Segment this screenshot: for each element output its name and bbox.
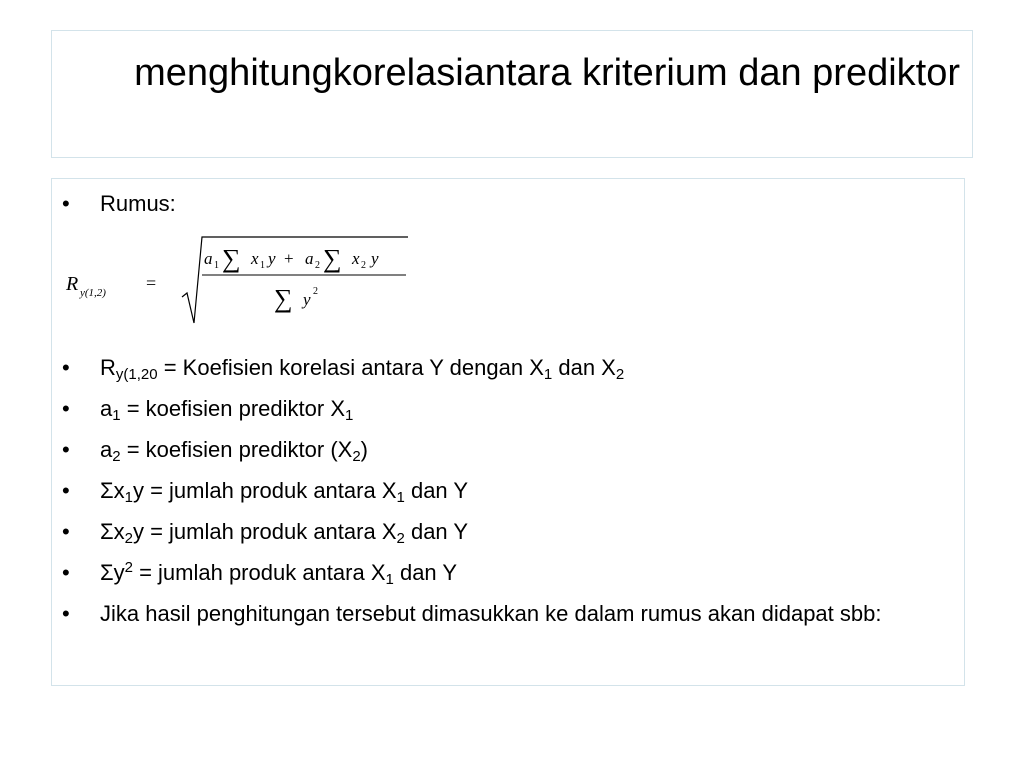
correlation-formula [60, 227, 420, 327]
formula-lhs-sub: y(1,2) [80, 287, 106, 299]
formula-lhs-r: R [66, 273, 79, 295]
num-sigma-2: ∑ [323, 244, 342, 273]
den-sigma: ∑ [274, 284, 293, 313]
bullet-text: $a_1$ = koefisien prediktor $X_1$ [100, 396, 354, 424]
bullet-text: $R_{y(1,20}$ = Koefisien korelasi antara Y dengan $X_1$ dan $X_2$ [100, 355, 625, 383]
bullet-text: Rumus: [100, 191, 176, 216]
bullet-mark: • [62, 478, 70, 503]
content-box [51, 178, 965, 686]
bullet-mark: • [62, 355, 70, 380]
den-y: y [303, 290, 311, 309]
bullet-text: $a_2$ = koefisien prediktor $(X_2)$ [100, 437, 368, 465]
num-x1: x [251, 249, 259, 268]
bullet-mark: • [62, 560, 70, 585]
num-y2: y [371, 249, 379, 268]
bullet-mark: • [62, 519, 70, 544]
bullet-mark: • [62, 601, 70, 626]
num-a2-sub: 2 [315, 260, 320, 271]
bullet-mark: • [62, 191, 70, 216]
num-a2: a [305, 249, 314, 268]
bullet-mark: • [62, 396, 70, 421]
bullet-text: $\Sigma x_1y$ = jumlah produk antara $X_1$ dan Y [100, 478, 469, 506]
bullet-text: $\Sigma y^2$ = jumlah produk antara $X_1$ dan Y [100, 559, 458, 588]
slide-title: menghitungkorelasiantara kriterium dan prediktor [134, 52, 960, 94]
num-y1: y [268, 249, 276, 268]
num-a1: a [204, 249, 213, 268]
num-plus: + [284, 249, 294, 268]
bullet-text: Jika hasil penghitungan tersebut dimasukkan ke dalam rumus akan didapat sbb: [100, 601, 882, 626]
den-sup: 2 [313, 286, 318, 297]
bullet-mark: • [62, 437, 70, 462]
num-x1-sub: 1 [260, 260, 265, 271]
bullet-text: $\Sigma x_2y$ = jumlah produk antara $X_2$ dan Y [100, 519, 469, 547]
formula-equals: = [146, 273, 157, 293]
num-a1-sub: 1 [214, 260, 219, 271]
num-sigma-1: ∑ [222, 244, 241, 273]
num-x2-sub: 2 [361, 260, 366, 271]
num-x2: x [352, 249, 360, 268]
title-box [51, 30, 973, 158]
